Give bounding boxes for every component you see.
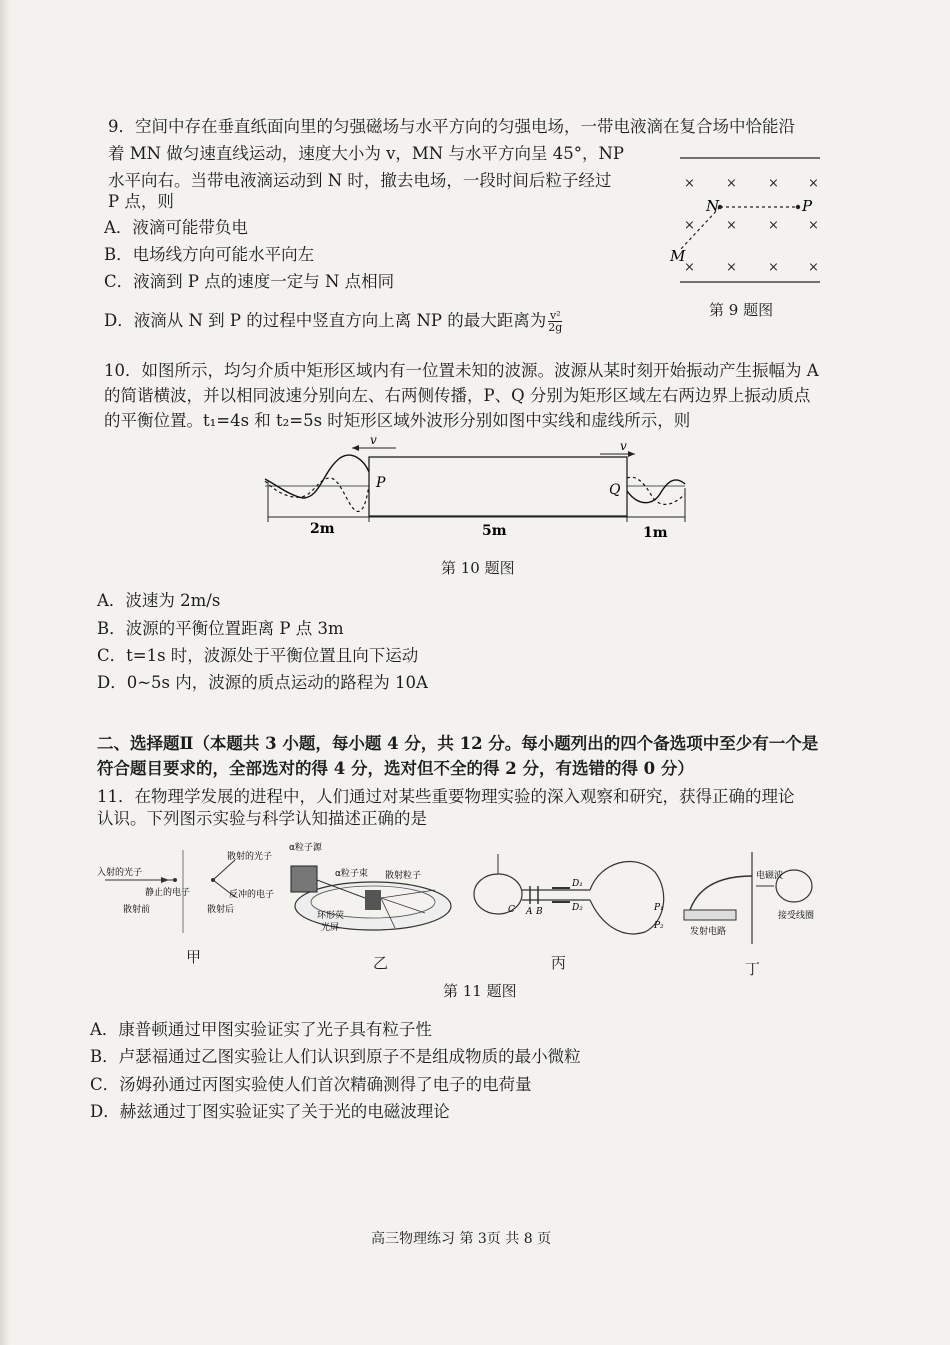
q11-figure-yi [285, 838, 465, 943]
section2-heading-line1: 二、选择题Ⅱ（本题共 3 小题，每小题 4 分，共 12 分。每小题列出的四个备选项中至少有一个是 [97, 734, 819, 753]
q11-figure-ding [678, 848, 838, 948]
q11-label-bing: 丙 [551, 954, 567, 972]
q9-line3: 水平向右。当带电液滴运动到 N 时，撤去电场，一段时间后粒子经过 [108, 171, 612, 190]
bing-screen-bulb [590, 862, 664, 934]
q9-label-m: M [670, 247, 686, 265]
jia-label-scattered: 散射的光子 [227, 852, 273, 862]
ding-wire [690, 876, 752, 910]
q10-length-right: 1m [643, 525, 668, 541]
cross-mark: × [684, 260, 695, 275]
jia-label-after: 散射后 [207, 905, 235, 915]
page-edge-shadow [0, 0, 10, 1345]
q10-option-c: C．t=1s 时，波源处于平衡位置且向下运动 [97, 646, 419, 665]
q9-figure [670, 150, 830, 290]
q10-label-p: P [376, 475, 386, 491]
q9-option-b: B．电场线方向可能水平向左 [104, 245, 315, 264]
q9-option-d-text: D．液滴从 N 到 P 的过程中竖直方向上离 NP 的最大距离为 [104, 311, 547, 330]
ding-label-receiver: 接受线圈 [778, 911, 815, 921]
ding-label-wave: 电磁波 [756, 871, 784, 881]
yi-alpha-source-box [291, 866, 317, 892]
q10-source-rectangle [369, 457, 627, 516]
q9-label-n: N [706, 197, 720, 215]
q10-length-left: 2m [310, 521, 335, 537]
jia-arrowhead [161, 877, 169, 883]
q10-left-wave-dashed [265, 478, 369, 511]
q9-fraction-numerator: v² [549, 309, 561, 322]
q11-figure-bing [470, 842, 670, 942]
q11-option-a: A．康普顿通过甲图实验证实了光子具有粒子性 [90, 1020, 432, 1039]
bing-label-a: A [526, 907, 533, 917]
q10-figure-caption: 第 10 题图 [441, 559, 515, 577]
q9-fraction [548, 310, 562, 333]
yi-label-source: α粒子源 [289, 843, 322, 853]
q10-length-middle: 5m [482, 523, 507, 539]
q9-label-p: P [802, 197, 813, 215]
cross-mark: × [808, 176, 819, 191]
q9-line1: 9．空间中存在垂直纸面向里的匀强磁场与水平方向的匀强电场，一带电液滴在复合场中恰能沿 [108, 117, 795, 136]
q9-cross-marks [684, 176, 819, 275]
q10-left-wave-solid [265, 455, 369, 498]
q10-label-v-left: v [370, 436, 377, 447]
cross-mark: × [768, 218, 779, 233]
q10-option-b: B．波源的平衡位置距离 P 点 3m [97, 619, 344, 638]
bing-label-d2: D₂ [572, 903, 583, 913]
q9-line4: P 点，则 [108, 192, 174, 211]
cross-mark: × [768, 176, 779, 191]
cross-mark: × [726, 176, 737, 191]
cross-mark: × [808, 218, 819, 233]
bing-label-c: C [508, 905, 515, 915]
cross-mark: × [726, 260, 737, 275]
q9-option-d [104, 310, 562, 333]
q11-option-b: B．卢瑟福通过乙图实验让人们认识到原子不是组成物质的最小微粒 [90, 1047, 581, 1066]
jia-label-before: 散射前 [123, 905, 151, 915]
q10-line3: 的平衡位置。t₁=4s 和 t₂=5s 时矩形区域外波形分别如图中实线和虚线所示，则 [104, 411, 691, 430]
cross-mark: × [684, 176, 695, 191]
cross-mark: × [808, 260, 819, 275]
q10-option-a: A．波速为 2m/s [97, 591, 221, 610]
q10-left-arrowhead [352, 445, 359, 451]
yi-label-beam: α粒子束 [335, 869, 368, 879]
q11-figure-caption: 第 11 题图 [443, 982, 517, 1000]
q10-label-q: Q [609, 482, 621, 498]
section2-heading-line2: 符合题目要求的，全部选对的得 4 分，选对但不全的得 2 分，有选错的得 0 分） [97, 759, 694, 778]
q9-option-a: A．液滴可能带负电 [104, 218, 248, 237]
q10-label-v-right: v [620, 439, 627, 453]
q10-figure [260, 436, 690, 546]
q10-right-arrowhead [628, 451, 635, 457]
q9-fraction-denominator: 2g [548, 321, 563, 334]
cross-mark: × [768, 260, 779, 275]
bing-label-p1: P₁ [654, 903, 664, 913]
yi-label-screen-1: 环形荧 [317, 911, 345, 921]
bing-label-p2: P₂ [654, 921, 664, 931]
q9-point-p [796, 205, 800, 209]
q11-option-c: C．汤姆孙通过丙图实验使人们首次精确测得了电子的电荷量 [90, 1075, 532, 1094]
cross-mark: × [684, 218, 695, 233]
jia-electron-dot [173, 878, 177, 882]
q10-option-d: D．0~5s 内，波源的质点运动的路程为 10A [97, 673, 428, 692]
q11-line1: 11．在物理学发展的进程中，人们通过对某些重要物理实验的深入观察和研究，获得正确的理论 [97, 787, 795, 806]
q11-label-jia: 甲 [186, 948, 202, 966]
ding-emitter-circuit [684, 910, 736, 920]
ding-label-emitter: 发射电路 [690, 927, 727, 937]
q11-option-d: D．赫兹通过丁图实验证实了关于光的电磁波理论 [90, 1102, 450, 1121]
q11-figure-jia [95, 845, 275, 935]
jia-scattered-photon-path [213, 860, 235, 880]
q10-line1: 10．如图所示，均匀介质中矩形区域内有一位置未知的波源。波源从某时刻开始振动产生振幅为 A [104, 361, 819, 380]
q11-label-ding: 丁 [745, 960, 761, 978]
jia-label-recoil: 反冲的电子 [229, 890, 275, 900]
page-footer: 高三物理练习 第 3页 共 8 页 [371, 1231, 552, 1247]
q9-option-c: C．液滴到 P 点的速度一定与 N 点相同 [104, 272, 395, 291]
yi-gold-foil [365, 890, 381, 910]
cross-mark: × [726, 218, 737, 233]
bing-label-d1: D₁ [572, 879, 583, 889]
q10-right-wave-solid [627, 480, 685, 503]
jia-label-incident: 入射的光子 [97, 868, 143, 878]
q11-label-yi: 乙 [373, 954, 389, 972]
bing-label-b: B [536, 907, 543, 917]
q9-line2: 着 MN 做匀速直线运动，速度大小为 v，MN 与水平方向呈 45°，NP [108, 144, 624, 163]
jia-label-electron: 静止的电子 [145, 888, 191, 898]
yi-label-scattered: 散射粒子 [385, 871, 422, 881]
q10-line2: 的简谐横波，并以相同波速分别向左、右两侧传播，P、Q 分别为矩形区域左右两边界上振动质点 [104, 386, 811, 405]
q9-figure-caption: 第 9 题图 [709, 301, 774, 319]
yi-label-screen-2: 光屏 [321, 923, 340, 933]
q11-line2: 认识。下列图示实验与科学认知描述正确的是 [97, 809, 427, 828]
